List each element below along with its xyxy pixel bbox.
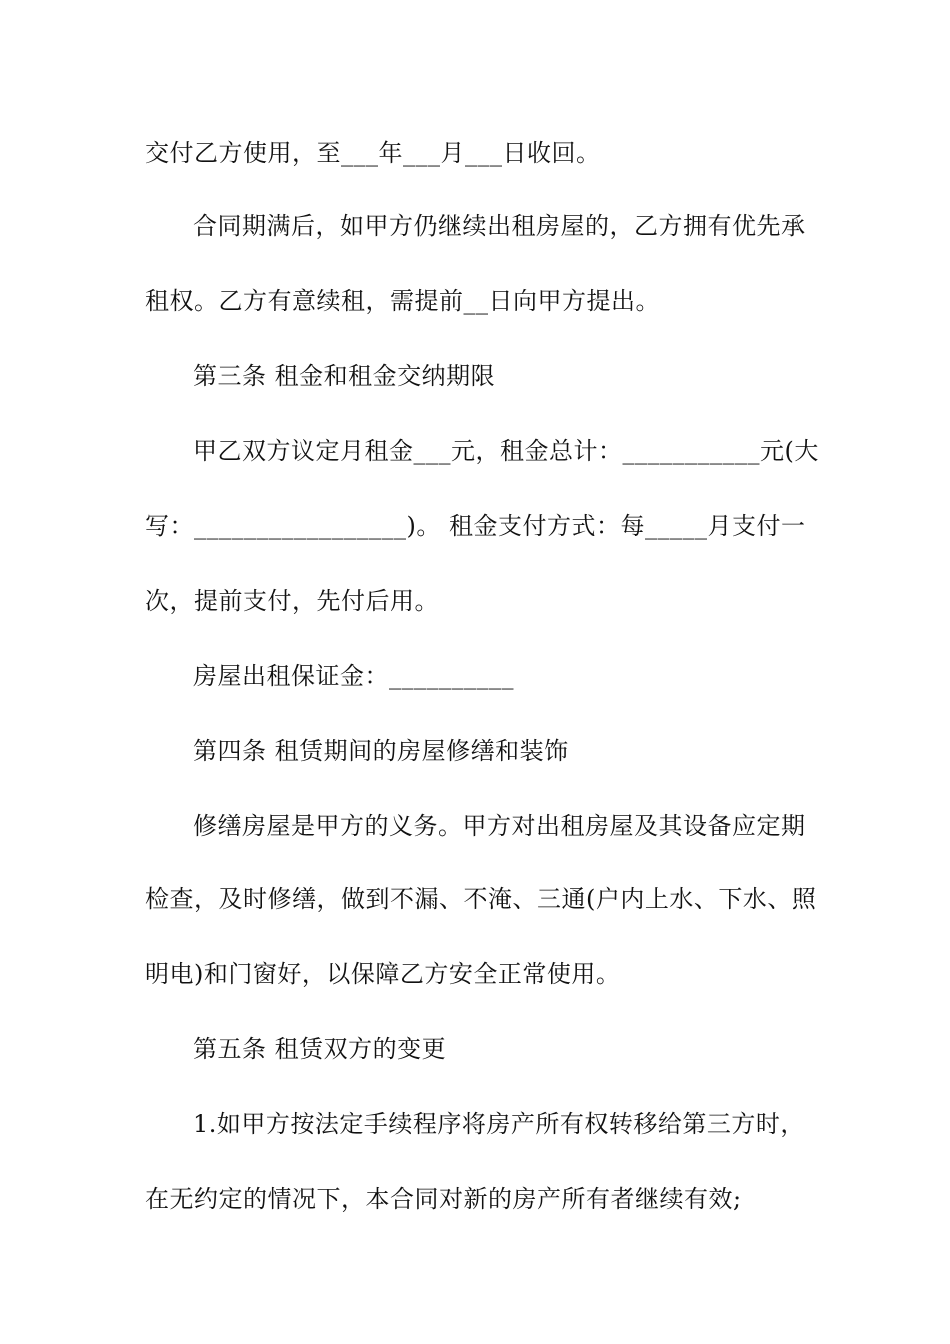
- text-line: 次，提前支付，先付后用。: [145, 587, 439, 615]
- paragraph-line: 修缮房屋是甲方的义务。甲方对出租房屋及其设备应定期: [193, 812, 806, 840]
- text-line: 租权。乙方有意续租，需提前__日向甲方提出。: [145, 287, 660, 315]
- section-heading: 第五条 租赁双方的变更: [193, 1035, 447, 1063]
- section-heading: 第三条 租金和租金交纳期限: [193, 362, 496, 390]
- paragraph-line: 房屋出租保证金：__________: [193, 662, 514, 690]
- text-line: 检查，及时修缮，做到不漏、不淹、三通(户内上水、下水、照: [145, 885, 817, 913]
- paragraph-line: 合同期满后，如甲方仍继续出租房屋的，乙方拥有优先承: [193, 212, 806, 240]
- text-line: 明电)和门窗好，以保障乙方安全正常使用。: [145, 960, 621, 988]
- text-line: 写：_________________)。 租金支付方式：每_____月支付一: [145, 512, 806, 540]
- text-line: 交付乙方使用，至___年___月___日收回。: [145, 139, 601, 167]
- text-line: 在无约定的情况下，本合同对新的房产所有者继续有效;: [145, 1185, 742, 1213]
- paragraph-line: 甲乙双方议定月租金___元，租金总计：___________元(大: [193, 437, 819, 465]
- paragraph-line: 1.如甲方按法定手续程序将房产所有权转移给第三方时，: [193, 1110, 805, 1138]
- section-heading: 第四条 租赁期间的房屋修缮和装饰: [193, 737, 569, 765]
